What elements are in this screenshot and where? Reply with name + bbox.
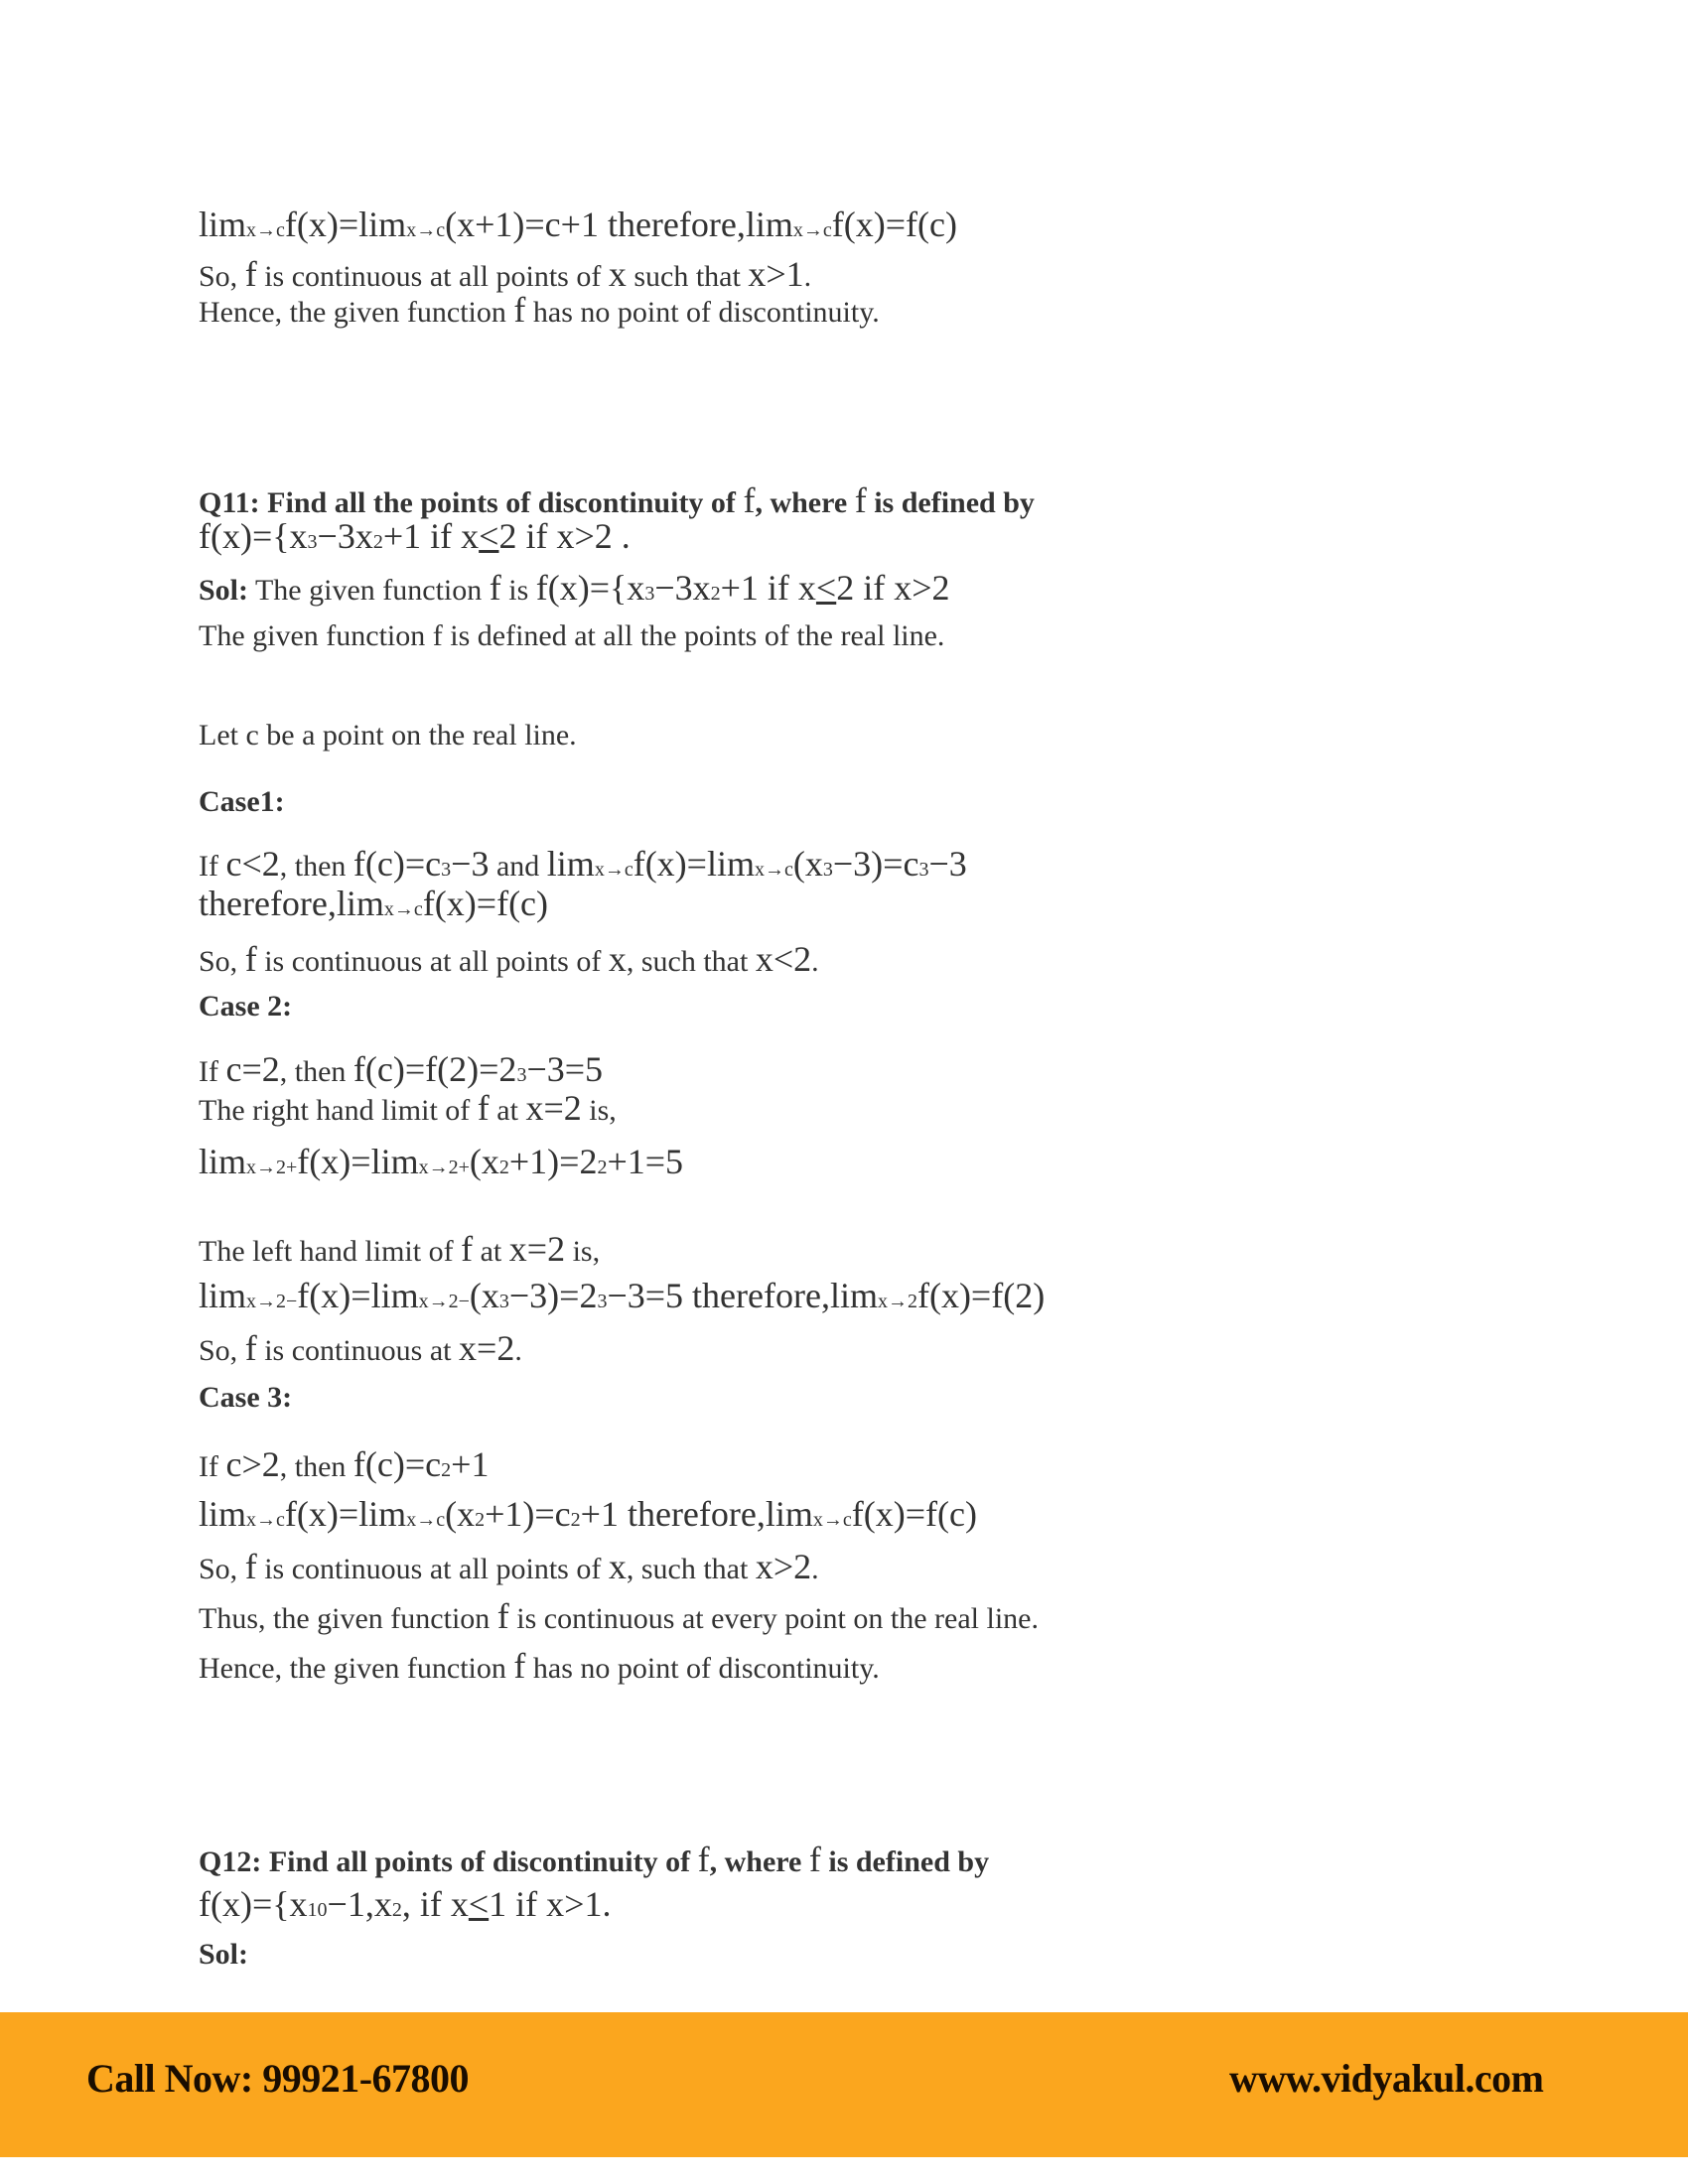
continuity-statement: So, f is continuous at all points of x such that x>1. — [199, 254, 812, 294]
case3-line1: If c>2, then f(c)=c2+1 — [199, 1444, 490, 1484]
case3-heading: Case 3: — [199, 1381, 293, 1414]
q11-let-line: Let c be a point on the real line. — [199, 719, 577, 751]
q11-solution-intro: Sol: The given function f is f(x)={x3−3x2+1 if x<2 if x>2 — [199, 568, 950, 608]
conclusion-statement: Hence, the given function f has no point of discontinuity. — [199, 290, 880, 330]
case1-line1: If c<2, then f(c)=c3−3 and limx→cf(x)=limx→c(x3−3)=c3−3 — [199, 844, 967, 884]
math-limit-line: limx→cf(x)=limx→c(x+1)=c+1 therefore,limx→cf(x)=f(c) — [199, 205, 957, 244]
question-11-definition: f(x)={x3−3x2+1 if x<2 if x>2 . — [199, 516, 631, 556]
case2-line2: The right hand limit of f at x=2 is, — [199, 1088, 617, 1128]
case2-left-limit: limx→2−f(x)=limx→2−(x3−3)=23−3=5 therefore,limx→2f(x)=f(2) — [199, 1276, 1046, 1315]
q11-defined-line: The given function f is defined at all the points of the real line. — [199, 619, 945, 652]
case1-line3: So, f is continuous at all points of x, such that x<2. — [199, 939, 819, 979]
case3-line5: Hence, the given function f has no point of discontinuity. — [199, 1646, 880, 1686]
case2-line4: The left hand limit of f at x=2 is, — [199, 1229, 601, 1269]
question-11-heading: Q11: Find all the points of discontinuity of f, where f is defined by — [199, 480, 1035, 520]
case1-line2: therefore,limx→cf(x)=f(c) — [199, 884, 549, 923]
case2-line1: If c=2, then f(c)=f(2)=23−3=5 — [199, 1049, 604, 1089]
case3-limit: limx→cf(x)=limx→c(x2+1)=c2+1 therefore,limx→cf(x)=f(c) — [199, 1494, 977, 1534]
question-12-definition: f(x)={x10−1,x2, if x<1 if x>1. — [199, 1884, 612, 1924]
case3-line4: Thus, the given function f is continuous at every point on the real line. — [199, 1596, 1039, 1636]
case3-line3: So, f is continuous at all points of x, such that x>2. — [199, 1547, 819, 1586]
question-12-heading: Q12: Find all points of discontinuity of f, where f is defined by — [199, 1840, 990, 1879]
q12-solution-label: Sol: — [199, 1938, 249, 1971]
case1-heading: Case1: — [199, 785, 285, 818]
case2-right-limit: limx→2+f(x)=limx→2+(x2+1)=22+1=5 — [199, 1142, 684, 1181]
case2-line6: So, f is continuous at x=2. — [199, 1328, 522, 1368]
footer-banner — [0, 2012, 1688, 2157]
case2-heading: Case 2: — [199, 990, 293, 1023]
website-link[interactable]: www.vidyakul.com — [1229, 2056, 1544, 2101]
call-now-phone[interactable]: Call Now: 99921-67800 — [86, 2056, 470, 2101]
